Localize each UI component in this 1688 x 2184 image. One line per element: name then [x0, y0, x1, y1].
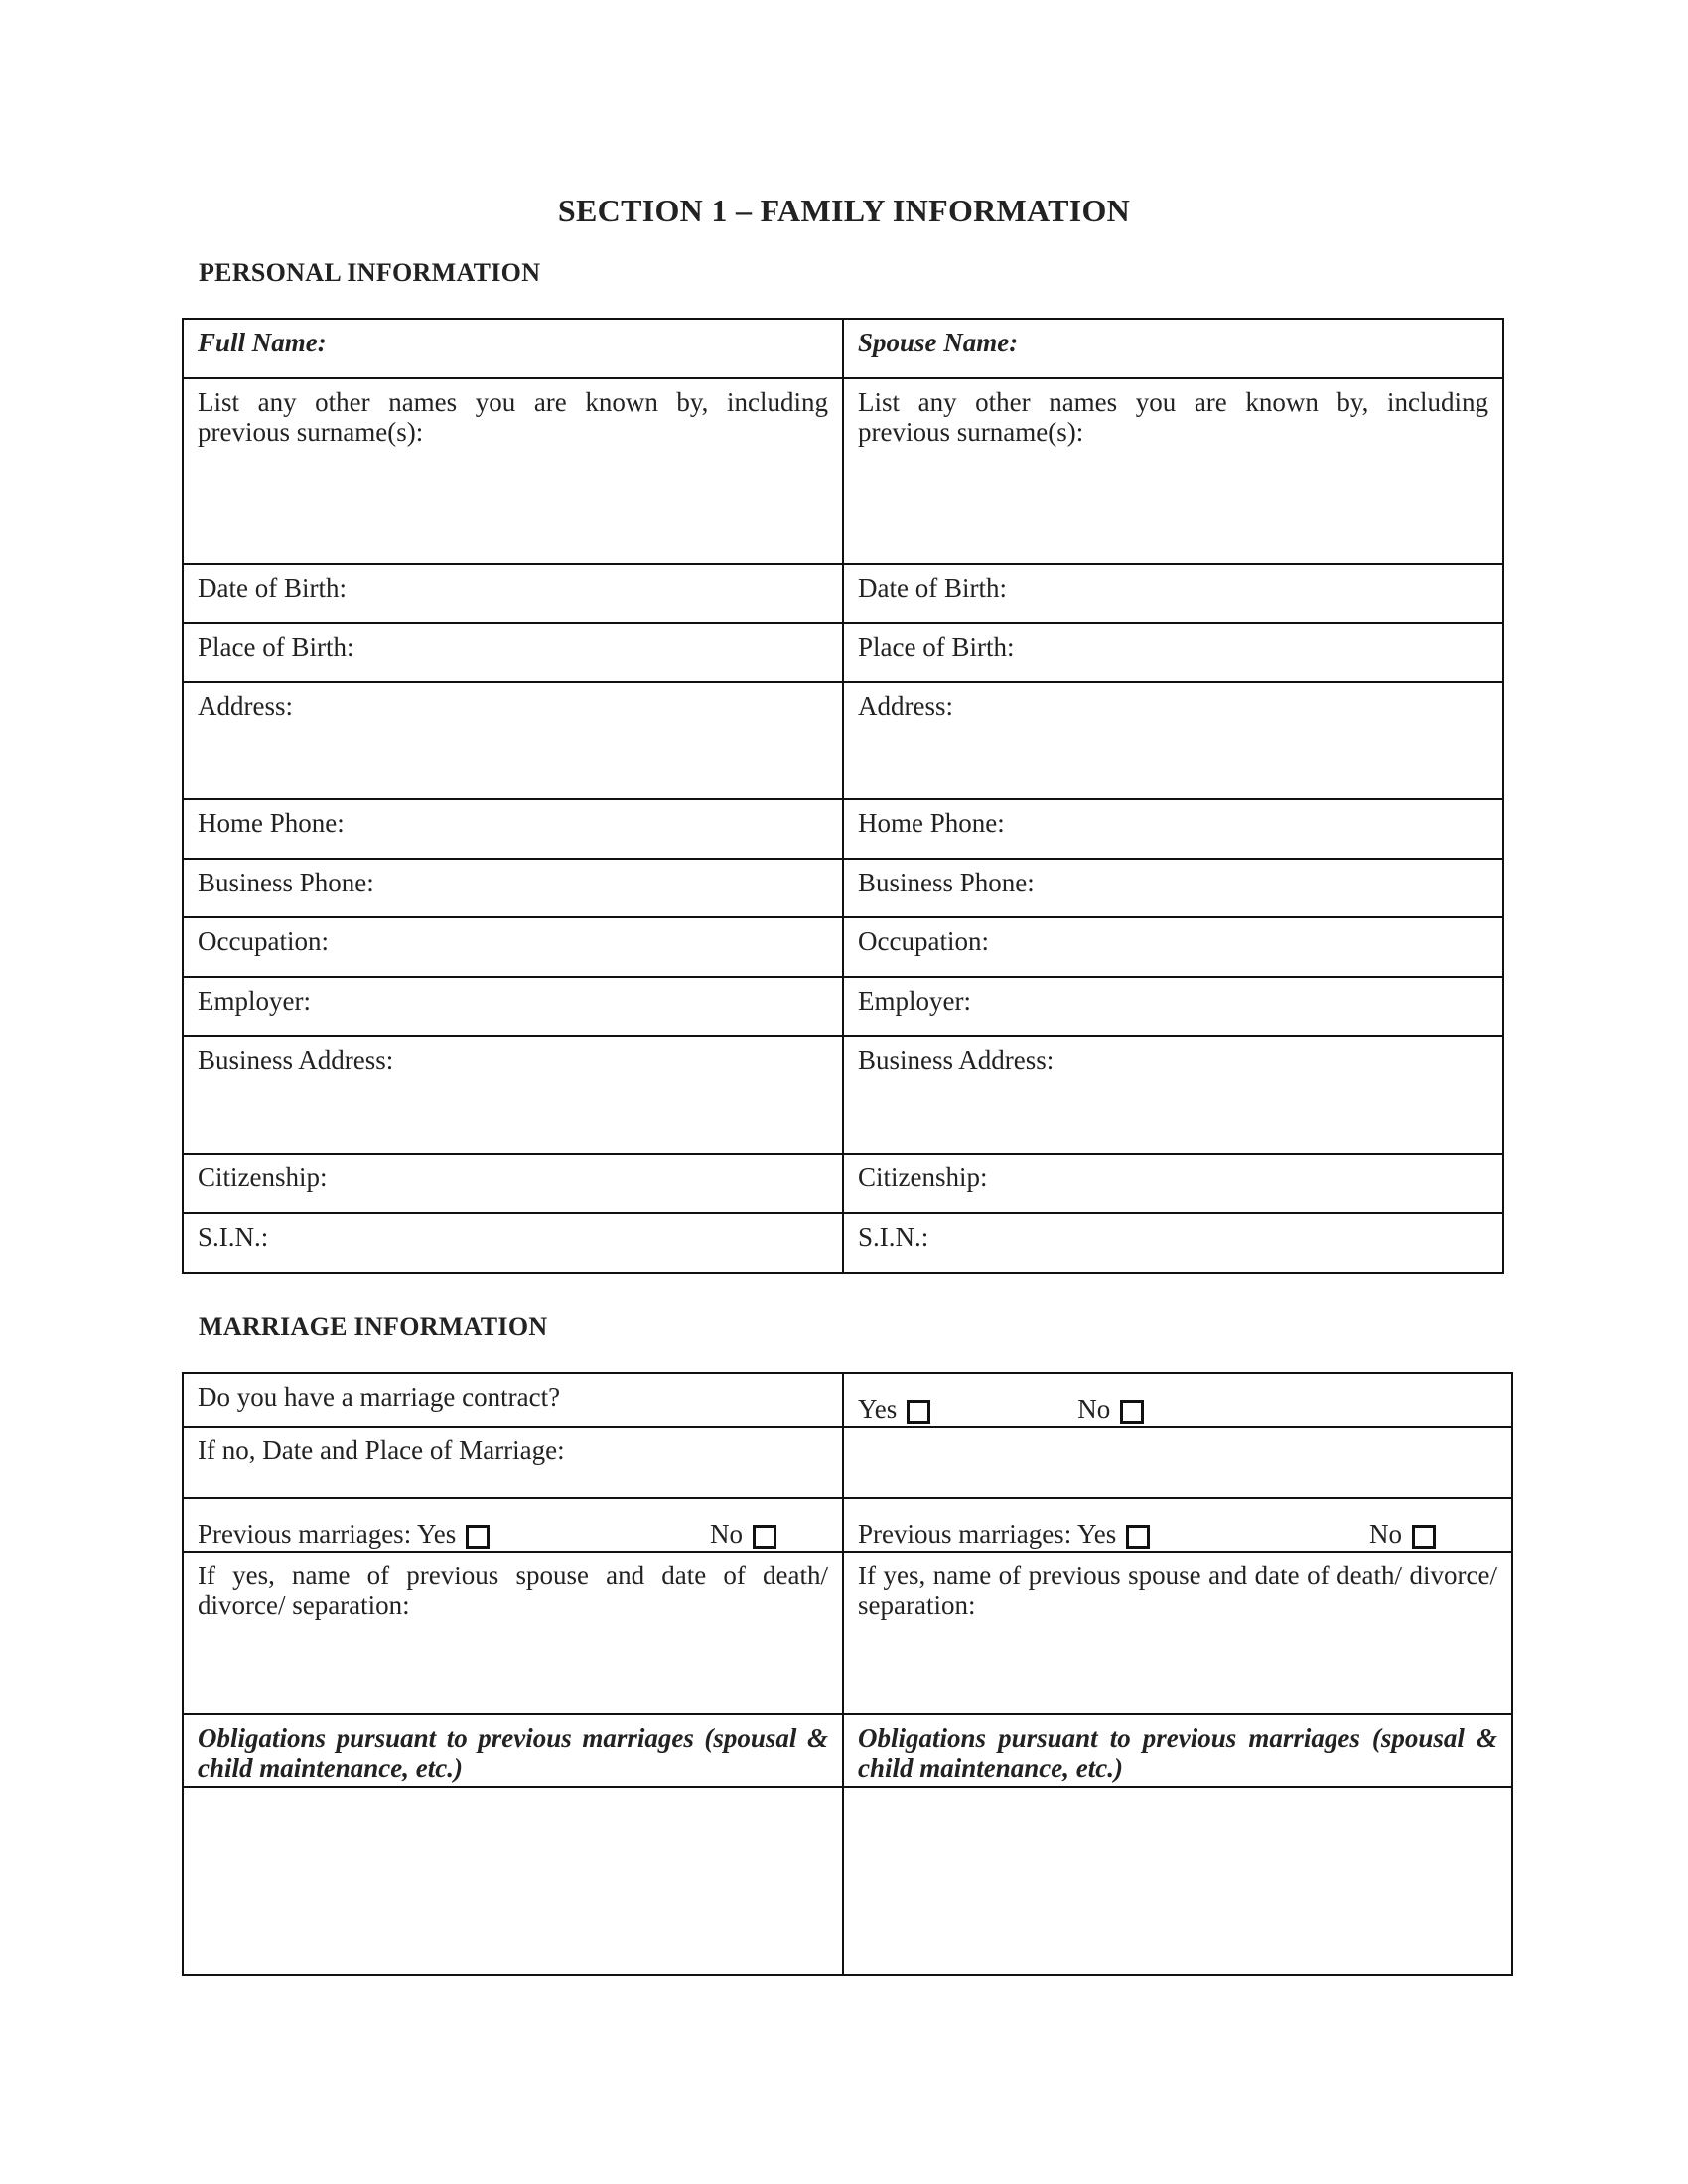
marriage-contract-choice: [843, 1373, 1512, 1427]
table-row: [183, 1373, 1512, 1427]
spouse-citizenship-field[interactable]: Citizenship:: [843, 1154, 1503, 1213]
citizenship-field[interactable]: Citizenship:: [183, 1154, 843, 1213]
table-row: [183, 564, 1503, 623]
previous-spouse-field[interactable]: If yes, name of previous spouse and date of death/ divorce/ separation:: [183, 1552, 843, 1714]
spouse-business-address-field[interactable]: Business Address:: [843, 1036, 1503, 1154]
table-row: [183, 1714, 1512, 1787]
occupation-field[interactable]: Occupation:: [183, 917, 843, 977]
full-name-field[interactable]: Full Name:: [183, 319, 843, 378]
spouse-previous-marriages-label: Previous marriages: Yes: [858, 1519, 1117, 1549]
spouse-occupation-field[interactable]: Occupation:: [843, 917, 1503, 977]
personal-info-heading: PERSONAL INFORMATION: [199, 258, 541, 287]
previous-marriages-label: Previous marriages: Yes: [198, 1519, 457, 1549]
spouse-previous-no-checkbox[interactable]: [1412, 1525, 1436, 1549]
date-of-birth-field[interactable]: Date of Birth:: [183, 564, 843, 623]
table-row: [183, 917, 1503, 977]
table-row: [183, 1552, 1512, 1714]
spouse-other-names-field[interactable]: List any other names you are known by, including previous surname(s):: [843, 378, 1503, 564]
spouse-date-of-birth-field[interactable]: Date of Birth:: [843, 564, 1503, 623]
contract-yes-checkbox[interactable]: [907, 1400, 930, 1424]
spouse-address-field[interactable]: Address:: [843, 682, 1503, 799]
address-field[interactable]: Address:: [183, 682, 843, 799]
table-row: [183, 859, 1503, 917]
obligations-field[interactable]: [183, 1787, 843, 1975]
spouse-place-of-birth-field[interactable]: Place of Birth:: [843, 623, 1503, 682]
previous-no-label: No: [710, 1519, 743, 1549]
spouse-previous-marriages-cell: [843, 1498, 1512, 1552]
spouse-sin-field[interactable]: S.I.N.:: [843, 1213, 1503, 1273]
other-names-field[interactable]: List any other names you are known by, including previous surname(s):: [183, 378, 843, 564]
sin-field[interactable]: S.I.N.:: [183, 1213, 843, 1273]
contract-no-label: No: [1077, 1394, 1111, 1424]
business-phone-field[interactable]: Business Phone:: [183, 859, 843, 917]
previous-marriages-cell: [183, 1498, 843, 1552]
spouse-name-field[interactable]: Spouse Name:: [843, 319, 1503, 378]
business-address-field[interactable]: Business Address:: [183, 1036, 843, 1154]
page-title: SECTION 1 – FAMILY INFORMATION: [557, 193, 1131, 228]
spouse-obligations-field[interactable]: [843, 1787, 1512, 1975]
spouse-home-phone-field[interactable]: Home Phone:: [843, 799, 1503, 859]
table-row: [183, 977, 1503, 1036]
marriage-info-heading: MARRIAGE INFORMATION: [199, 1312, 548, 1341]
table-row: [183, 1036, 1503, 1154]
table-row: [183, 682, 1503, 799]
previous-yes-checkbox[interactable]: [466, 1525, 490, 1549]
previous-no-checkbox[interactable]: [753, 1525, 776, 1549]
place-of-birth-field[interactable]: Place of Birth:: [183, 623, 843, 682]
home-phone-field[interactable]: Home Phone:: [183, 799, 843, 859]
date-place-of-marriage-field[interactable]: [843, 1427, 1512, 1498]
table-row: [183, 1427, 1512, 1498]
spouse-employer-field[interactable]: Employer:: [843, 977, 1503, 1036]
table-row: [183, 1154, 1503, 1213]
table-row: [183, 1213, 1503, 1273]
spouse-obligations-label: Obligations pursuant to previous marriages (spousal & child maintenance, etc.): [843, 1714, 1512, 1787]
table-row: [183, 319, 1503, 378]
personal-info-table: [182, 318, 1504, 1274]
table-row: [183, 623, 1503, 682]
table-row: [183, 1787, 1512, 1975]
spouse-previous-yes-checkbox[interactable]: [1126, 1525, 1150, 1549]
table-row: [183, 799, 1503, 859]
date-place-of-marriage-label: If no, Date and Place of Marriage:: [183, 1427, 843, 1498]
employer-field[interactable]: Employer:: [183, 977, 843, 1036]
marriage-contract-question: Do you have a marriage contract?: [183, 1373, 843, 1427]
obligations-label: Obligations pursuant to previous marriages (spousal & child maintenance, etc.): [183, 1714, 843, 1787]
contract-no-checkbox[interactable]: [1120, 1400, 1144, 1424]
table-row: [183, 378, 1503, 564]
contract-yes-label: Yes: [858, 1394, 898, 1424]
spouse-previous-no-label: No: [1369, 1519, 1402, 1549]
table-row: [183, 1498, 1512, 1552]
spouse-previous-spouse-field[interactable]: If yes, name of previous spouse and date of death/ divorce/ separation:: [843, 1552, 1512, 1714]
marriage-info-table: [182, 1372, 1513, 1976]
spouse-business-phone-field[interactable]: Business Phone:: [843, 859, 1503, 917]
